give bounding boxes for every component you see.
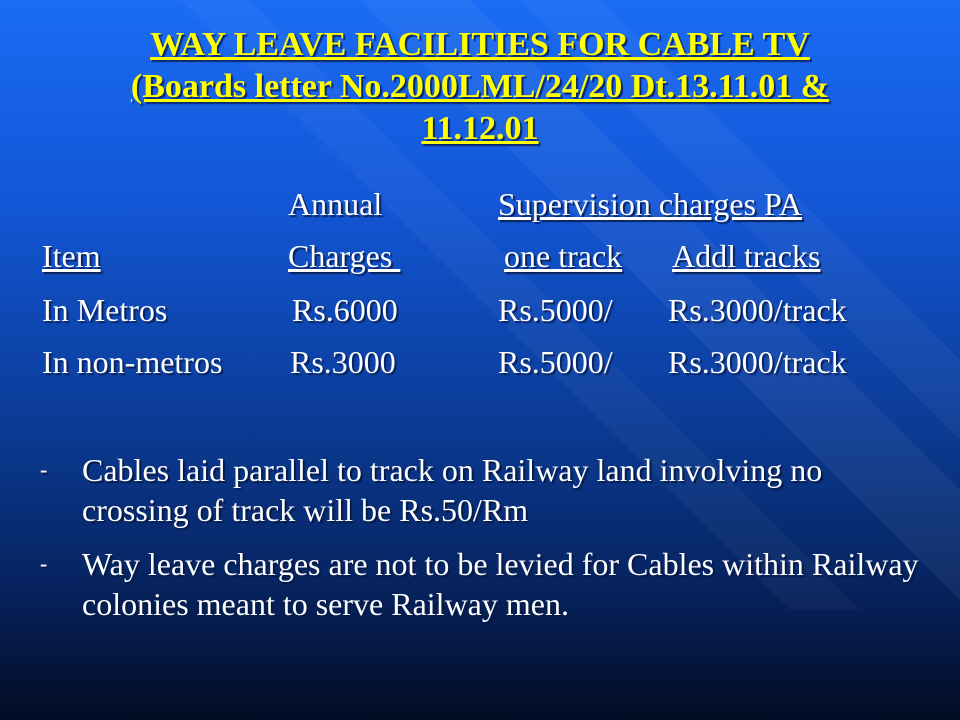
- row-non-metros-item: In non-metros: [42, 344, 223, 380]
- bullet-text: Cables laid parallel to track on Railway land involving no crossing of track will be Rs.50/Rm: [82, 452, 823, 528]
- row-metros-one-track: Rs.5000/: [498, 292, 613, 328]
- bullet-list: [40, 450, 920, 638]
- header-charges: Charges: [288, 238, 401, 274]
- row-metros-charges: Rs.6000: [292, 292, 398, 328]
- row-metros-addl-tracks: Rs.3000/track: [668, 292, 847, 328]
- bullet-marker: -: [40, 551, 48, 576]
- header-supervision-charges: Supervision charges PA: [498, 186, 802, 222]
- bullet-marker: -: [40, 457, 48, 482]
- header-one-track: one track: [504, 238, 623, 274]
- row-metros-item: In Metros: [42, 292, 168, 328]
- header-annual: Annual: [288, 186, 383, 222]
- header-item: Item: [42, 238, 101, 274]
- bullet-text: Way leave charges are not to be levied for Cables within Railway colonies meant to serve Railway men.: [82, 546, 919, 622]
- bullet-item: [40, 450, 920, 530]
- title-line-1: WAY LEAVE FACILITIES FOR CABLE TV: [150, 26, 810, 63]
- bullet-item: [40, 544, 920, 624]
- row-non-metros-addl-tracks: Rs.3000/track: [668, 344, 847, 380]
- row-non-metros-one-track: Rs.5000/: [498, 344, 613, 380]
- header-addl-tracks: Addl tracks: [672, 238, 821, 274]
- title-line-3: 11.12.01: [421, 110, 539, 147]
- slide-title: [0, 24, 960, 150]
- row-non-metros-charges: Rs.3000: [290, 344, 396, 380]
- title-line-2: (Boards letter No.2000LML/24/20 Dt.13.11.01 &: [130, 68, 830, 105]
